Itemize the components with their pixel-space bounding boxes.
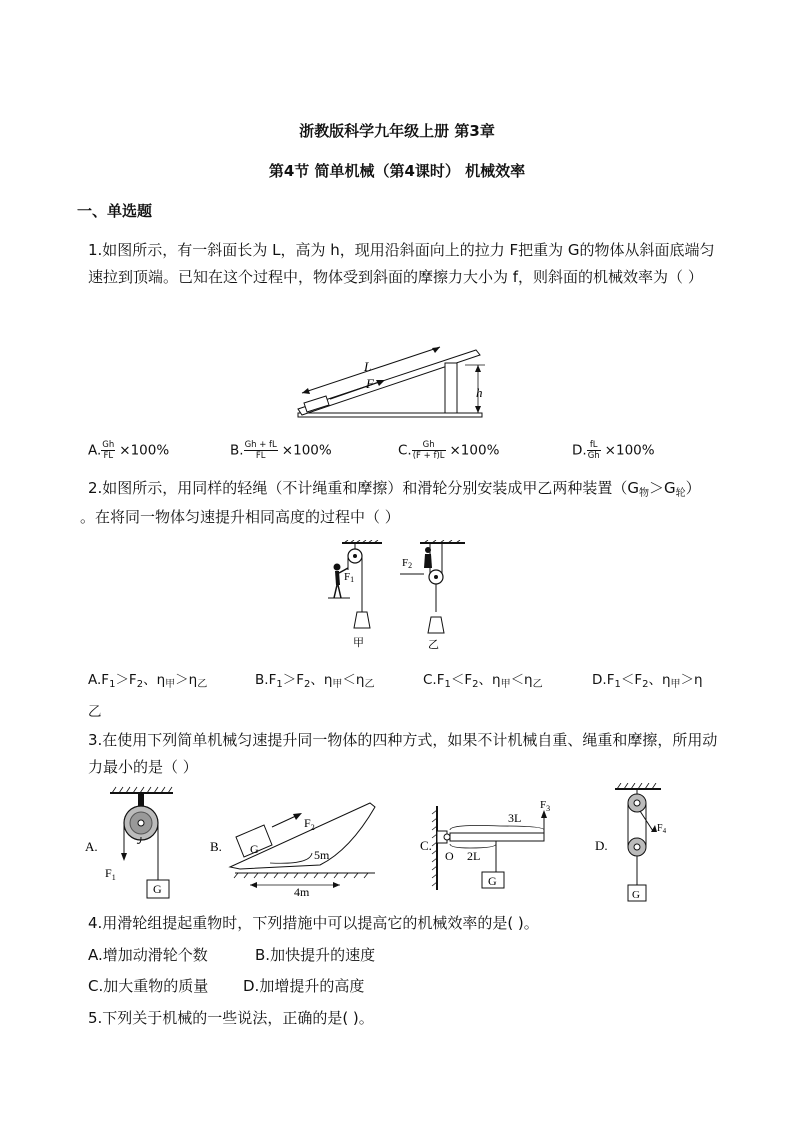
fig-a-letter: A. xyxy=(85,839,98,854)
q4-option-c[interactable]: C.加大重物的质量 xyxy=(88,977,209,995)
svg-text:G: G xyxy=(250,842,259,856)
svg-text:C.: C. xyxy=(420,838,432,853)
question-2-stem: 2.如图所示，用同样的轻绳（不计绳重和摩擦）和滑轮分别安装成甲乙两种装置$(G_物>G_轮)$ xyxy=(88,479,701,499)
q3-figure-a xyxy=(85,785,185,905)
pulley-figure xyxy=(320,540,470,655)
question-5-stem: 5.下列关于机械的一些说法，正确的是( )。 xyxy=(88,1009,374,1027)
svg-text:F1: F1 xyxy=(344,571,355,584)
svg-text:D.: D. xyxy=(595,838,608,853)
svg-text:4m: 4m xyxy=(294,885,310,899)
svg-text:2L: 2L xyxy=(467,849,481,863)
section-heading: 一、单选题 xyxy=(77,202,153,220)
q1-option-b[interactable]: B. $\frac{Gh + fL}{FL}$ ×100% xyxy=(230,440,332,461)
svg-text:G: G xyxy=(488,874,497,888)
svg-text:F2: $F_2$ xyxy=(304,816,315,832)
svg-text:F4: $F_4$ xyxy=(657,823,667,835)
q1-option-a[interactable]: A. $\frac{Gh}{FL}$ ×100% xyxy=(88,440,170,461)
svg-text:G: G xyxy=(153,882,162,896)
label-L: L xyxy=(364,359,372,374)
q4-option-a[interactable]: A.增加动滑轮个数 xyxy=(88,946,208,964)
q4-option-b[interactable]: B.加快提升的速度 xyxy=(255,946,376,964)
q2-option-d-wrap: 乙 xyxy=(88,704,102,720)
q2-option-b[interactable]: $B.F_1>F_2$、$\eta_甲<\eta_乙$ xyxy=(255,672,375,690)
svg-text:F2: F2 xyxy=(402,557,413,570)
question-3-stem: 3.在使用下列简单机械匀速提升同一物体的四种方式，如果不计机械自重、绳重和摩擦，所用动力最小的是（ ） xyxy=(88,731,718,776)
svg-text:F3: $F_3$ xyxy=(540,799,551,813)
label-jia: 甲 xyxy=(353,637,364,649)
svg-text:F1: $F_1$ xyxy=(105,866,116,882)
question-1-stem: 1.如图所示，有一斜面长为 L，高为 h，现用沿斜面向上的拉力 F把重为 G的物体从斜面底端匀速拉到顶端。已知在这个过程中，物体受到斜面的摩擦力大小为 f，则斜面的机械效率为（ ） xyxy=(88,241,715,286)
incline-figure xyxy=(290,335,500,425)
svg-text:O: O xyxy=(445,849,454,863)
q4-option-d[interactable]: D.加增提升的高度 xyxy=(243,977,365,995)
q1-option-c[interactable]: C. $\frac{Gh}{(F + f)L}$ ×100% xyxy=(398,440,500,461)
label-F: F xyxy=(366,376,374,391)
q3-figure-d xyxy=(595,783,685,908)
document-title: 浙教版科学九年级上册 第3章 xyxy=(299,122,495,140)
label-h: h xyxy=(476,385,483,400)
lesson-title: 第4节 简单机械（第4课时） 机械效率 xyxy=(268,162,526,180)
svg-text:3L: 3L xyxy=(508,811,522,825)
q2-option-d[interactable]: $D.F_1<F_2$、$\eta_甲>\eta$ xyxy=(592,672,703,690)
q1-option-d[interactable]: D. $\frac{fL}{Gh}$ ×100% xyxy=(572,440,655,461)
q3-figure-b xyxy=(210,795,380,900)
label-yi: 乙 xyxy=(428,639,439,651)
q3-figure-c xyxy=(420,798,560,893)
question-4-stem: 4.用滑轮组提起重物时，下列措施中可以提高它的机械效率的是( )。 xyxy=(88,914,539,932)
svg-text:B.: B. xyxy=(210,839,222,854)
svg-text:5m: 5m xyxy=(314,848,330,862)
q2-option-a[interactable]: $A.F_1>F_2$、$\eta_甲>\eta_乙$ xyxy=(88,672,208,690)
question-2-stem-line2: 。在将同一物体匀速提升相同高度的过程中（ ） xyxy=(80,508,400,526)
q2-option-c[interactable]: $C.F_1<F_2$、$\eta_甲<\eta_乙$ xyxy=(423,672,543,690)
svg-text:G: G xyxy=(632,889,640,901)
